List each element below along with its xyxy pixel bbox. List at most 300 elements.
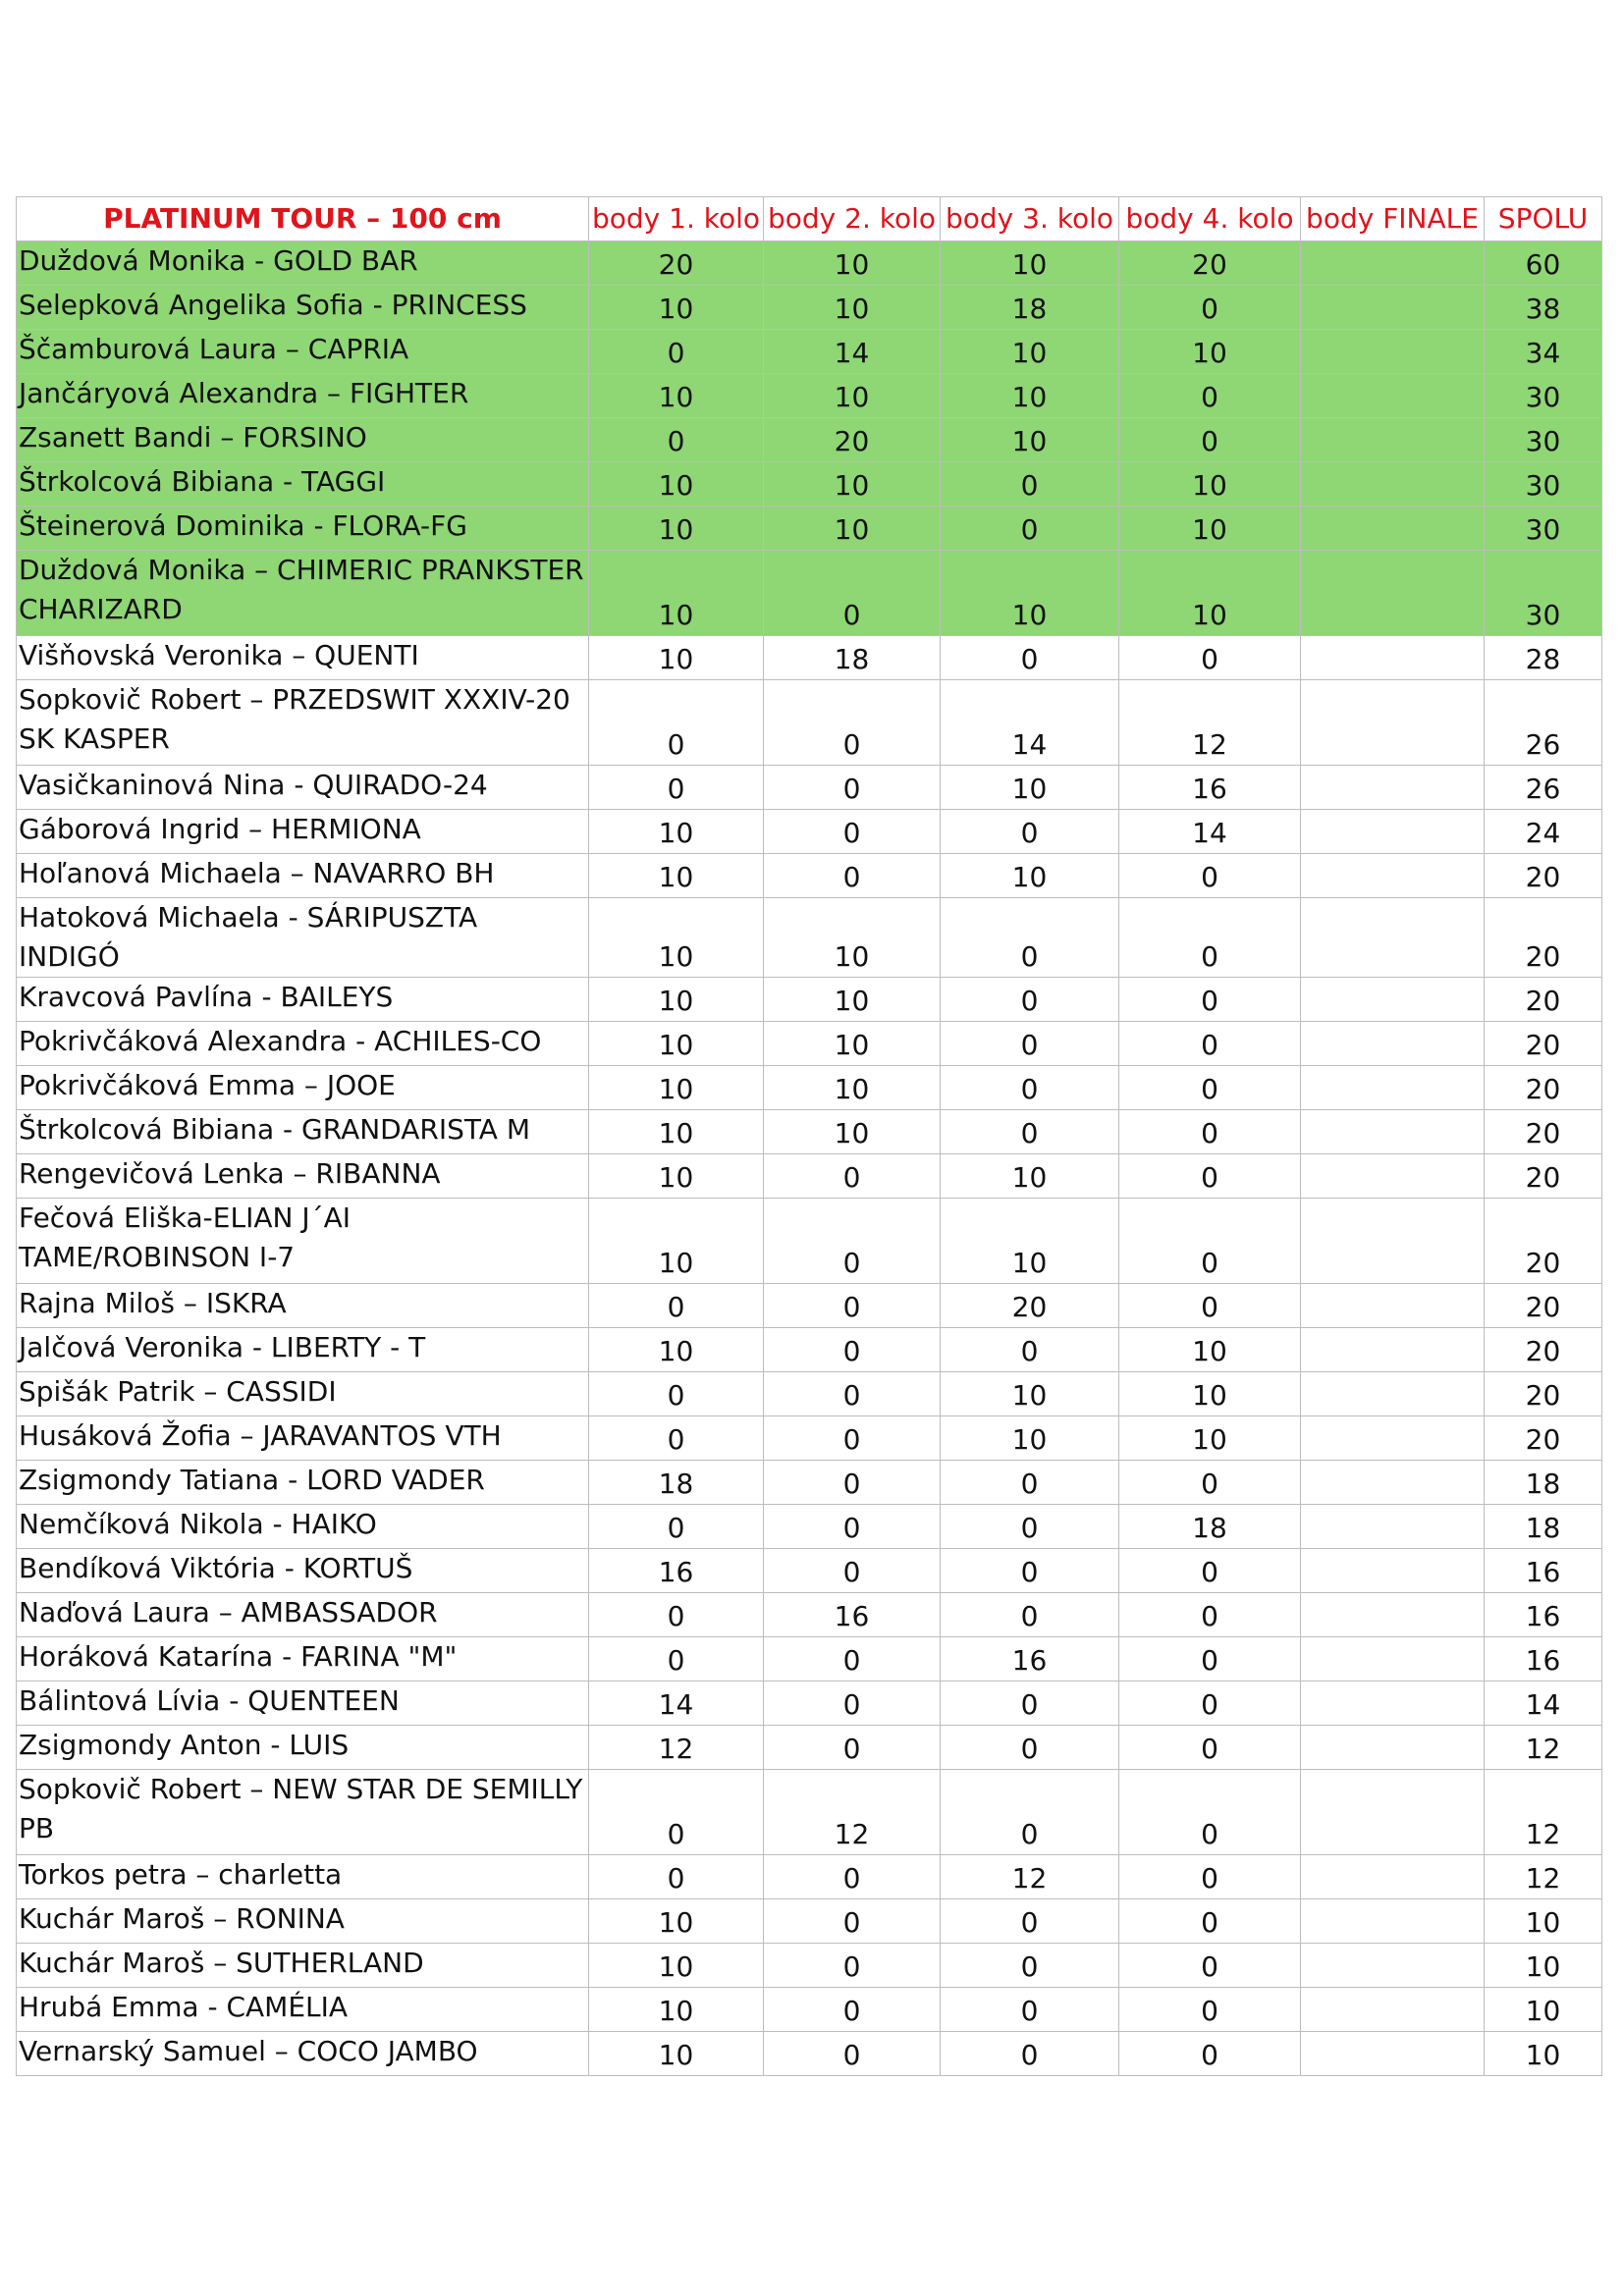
points-round-2: 10 — [764, 1066, 941, 1110]
table-row — [17, 1899, 1602, 1944]
table-row — [17, 286, 1602, 330]
points-round-3: 10 — [941, 418, 1119, 462]
points-total: 34 — [1485, 330, 1602, 374]
table-row — [17, 1372, 1602, 1416]
points-finale — [1301, 374, 1485, 418]
table-row — [17, 898, 1602, 978]
rider-horse-name: Spišák Patrik – CASSIDI — [17, 1372, 589, 1416]
rider-horse-name: Štrkolcová Bibiana - GRANDARISTA M — [17, 1110, 589, 1154]
points-round-2: 0 — [764, 810, 941, 854]
points-round-3: 0 — [941, 1770, 1119, 1855]
points-total: 10 — [1485, 1944, 1602, 1988]
points-total: 16 — [1485, 1549, 1602, 1593]
points-round-3: 18 — [941, 286, 1119, 330]
points-finale — [1301, 1593, 1485, 1637]
column-header-finale: body FINALE — [1301, 197, 1485, 241]
points-total: 20 — [1485, 1416, 1602, 1461]
points-finale — [1301, 1284, 1485, 1328]
points-round-1: 18 — [589, 1461, 764, 1505]
points-round-2: 0 — [764, 1284, 941, 1328]
rider-horse-name: Jančáryová Alexandra – FIGHTER — [17, 374, 589, 418]
points-round-2: 0 — [764, 1328, 941, 1372]
points-round-1: 10 — [589, 1944, 764, 1988]
points-round-3: 0 — [941, 2032, 1119, 2076]
points-total: 60 — [1485, 241, 1602, 286]
points-finale — [1301, 2032, 1485, 2076]
points-round-1: 20 — [589, 241, 764, 286]
points-round-3: 0 — [941, 1899, 1119, 1944]
points-finale — [1301, 1549, 1485, 1593]
points-round-1: 10 — [589, 1328, 764, 1372]
rider-horse-name: Pokrivčáková Emma – JOOE — [17, 1066, 589, 1110]
table-row — [17, 1593, 1602, 1637]
rider-horse-name: Gáborová Ingrid – HERMIONA — [17, 810, 589, 854]
points-total: 30 — [1485, 551, 1602, 636]
points-round-3: 0 — [941, 1944, 1119, 1988]
rider-horse-name: Rengevičová Lenka – RIBANNA — [17, 1154, 589, 1199]
points-round-3: 0 — [941, 1110, 1119, 1154]
points-round-2: 20 — [764, 418, 941, 462]
points-finale — [1301, 1066, 1485, 1110]
points-round-2: 0 — [764, 2032, 941, 2076]
points-round-2: 14 — [764, 330, 941, 374]
points-round-2: 0 — [764, 680, 941, 766]
points-round-2: 10 — [764, 507, 941, 551]
table-row — [17, 1726, 1602, 1770]
points-round-1: 10 — [589, 2032, 764, 2076]
points-round-3: 0 — [941, 978, 1119, 1022]
points-round-1: 10 — [589, 462, 764, 507]
points-finale — [1301, 286, 1485, 330]
rider-horse-name: Višňovská Veronika – QUENTI — [17, 636, 589, 680]
rider-horse-name: Hrubá Emma - CAMÉLIA — [17, 1988, 589, 2032]
points-finale — [1301, 680, 1485, 766]
points-total: 20 — [1485, 1154, 1602, 1199]
points-round-1: 0 — [589, 1505, 764, 1549]
points-round-1: 14 — [589, 1682, 764, 1726]
rider-horse-name: Fečová Eliška-ELIAN J´AI TAME/ROBINSON I-7 — [17, 1199, 589, 1284]
points-finale — [1301, 1110, 1485, 1154]
points-round-4: 0 — [1119, 374, 1301, 418]
table-row — [17, 1066, 1602, 1110]
points-round-4: 0 — [1119, 1199, 1301, 1284]
table-title: PLATINUM TOUR – 100 cm — [17, 197, 589, 241]
points-total: 20 — [1485, 854, 1602, 898]
points-round-2: 0 — [764, 1416, 941, 1461]
points-round-3: 16 — [941, 1637, 1119, 1682]
points-round-2: 0 — [764, 1505, 941, 1549]
table-row — [17, 1110, 1602, 1154]
points-round-4: 10 — [1119, 1372, 1301, 1416]
points-round-2: 0 — [764, 766, 941, 810]
rider-horse-name: Šteinerová Dominika - FLORA-FG — [17, 507, 589, 551]
points-round-4: 10 — [1119, 507, 1301, 551]
points-round-4: 0 — [1119, 1066, 1301, 1110]
points-finale — [1301, 1199, 1485, 1284]
table-row — [17, 1328, 1602, 1372]
points-round-2: 10 — [764, 1110, 941, 1154]
points-round-1: 0 — [589, 1855, 764, 1899]
points-round-2: 10 — [764, 1022, 941, 1066]
points-round-4: 0 — [1119, 2032, 1301, 2076]
points-round-4: 0 — [1119, 418, 1301, 462]
points-total: 20 — [1485, 898, 1602, 978]
points-finale — [1301, 1855, 1485, 1899]
points-round-4: 0 — [1119, 1899, 1301, 1944]
header-row — [17, 197, 1602, 241]
rider-horse-name: Naďová Laura – AMBASSADOR — [17, 1593, 589, 1637]
table-row — [17, 462, 1602, 507]
points-round-4: 0 — [1119, 636, 1301, 680]
rider-horse-name: Kuchár Maroš – RONINA — [17, 1899, 589, 1944]
points-round-4: 20 — [1119, 241, 1301, 286]
points-round-3: 10 — [941, 241, 1119, 286]
points-round-4: 0 — [1119, 898, 1301, 978]
points-round-1: 0 — [589, 1284, 764, 1328]
rider-horse-name: Horáková Katarína - FARINA "M" — [17, 1637, 589, 1682]
column-header-round-1: body 1. kolo — [589, 197, 764, 241]
points-round-2: 0 — [764, 1461, 941, 1505]
points-round-2: 0 — [764, 854, 941, 898]
table-row — [17, 810, 1602, 854]
rider-horse-name: Selepková Angelika Sofia - PRINCESS — [17, 286, 589, 330]
points-finale — [1301, 898, 1485, 978]
points-round-4: 10 — [1119, 330, 1301, 374]
points-round-2: 0 — [764, 1944, 941, 1988]
points-round-4: 0 — [1119, 854, 1301, 898]
points-round-3: 10 — [941, 330, 1119, 374]
rider-horse-name: Pokrivčáková Alexandra - ACHILES-CO — [17, 1022, 589, 1066]
rider-horse-name: Vernarský Samuel – COCO JAMBO — [17, 2032, 589, 2076]
points-round-4: 0 — [1119, 1154, 1301, 1199]
table-row — [17, 854, 1602, 898]
column-header-total: SPOLU — [1485, 197, 1602, 241]
points-total: 12 — [1485, 1855, 1602, 1899]
points-round-1: 10 — [589, 1988, 764, 2032]
points-round-1: 12 — [589, 1726, 764, 1770]
points-round-4: 0 — [1119, 1988, 1301, 2032]
points-total: 10 — [1485, 2032, 1602, 2076]
points-round-1: 10 — [589, 374, 764, 418]
points-round-1: 0 — [589, 418, 764, 462]
points-round-1: 0 — [589, 1593, 764, 1637]
points-round-3: 10 — [941, 854, 1119, 898]
table-row — [17, 1461, 1602, 1505]
points-round-3: 0 — [941, 1022, 1119, 1066]
table-row — [17, 636, 1602, 680]
points-round-4: 12 — [1119, 680, 1301, 766]
points-round-1: 0 — [589, 1416, 764, 1461]
points-round-1: 10 — [589, 1022, 764, 1066]
points-finale — [1301, 1988, 1485, 2032]
points-round-3: 0 — [941, 1726, 1119, 1770]
points-round-2: 0 — [764, 1154, 941, 1199]
points-round-2: 12 — [764, 1770, 941, 1855]
rider-horse-name: Husáková Žofia – JARAVANTOS VTH — [17, 1416, 589, 1461]
points-round-3: 0 — [941, 1461, 1119, 1505]
points-round-3: 10 — [941, 551, 1119, 636]
points-round-2: 10 — [764, 898, 941, 978]
points-round-4: 0 — [1119, 1110, 1301, 1154]
table-row — [17, 1154, 1602, 1199]
points-round-1: 10 — [589, 1110, 764, 1154]
table-row — [17, 1637, 1602, 1682]
points-round-2: 0 — [764, 1726, 941, 1770]
points-round-2: 0 — [764, 1372, 941, 1416]
points-round-1: 10 — [589, 636, 764, 680]
points-round-1: 10 — [589, 854, 764, 898]
points-finale — [1301, 1637, 1485, 1682]
points-total: 10 — [1485, 1899, 1602, 1944]
points-total: 18 — [1485, 1461, 1602, 1505]
column-header-round-2: body 2. kolo — [764, 197, 941, 241]
points-round-4: 0 — [1119, 1022, 1301, 1066]
results-table — [16, 196, 1602, 2076]
points-total: 20 — [1485, 1110, 1602, 1154]
table-row — [17, 1770, 1602, 1855]
points-round-1: 10 — [589, 1066, 764, 1110]
points-round-2: 16 — [764, 1593, 941, 1637]
table-row — [17, 1416, 1602, 1461]
points-round-4: 0 — [1119, 1637, 1301, 1682]
points-round-1: 16 — [589, 1549, 764, 1593]
points-round-3: 0 — [941, 1505, 1119, 1549]
rider-horse-name: Duždová Monika - GOLD BAR — [17, 241, 589, 286]
points-round-1: 10 — [589, 810, 764, 854]
table-row — [17, 1022, 1602, 1066]
rider-horse-name: Torkos petra – charletta — [17, 1855, 589, 1899]
points-round-2: 10 — [764, 462, 941, 507]
points-round-2: 0 — [764, 1988, 941, 2032]
points-total: 16 — [1485, 1637, 1602, 1682]
points-round-3: 10 — [941, 1372, 1119, 1416]
points-round-1: 10 — [589, 551, 764, 636]
points-round-3: 14 — [941, 680, 1119, 766]
points-round-1: 10 — [589, 1154, 764, 1199]
rider-horse-name: Rajna Miloš – ISKRA — [17, 1284, 589, 1328]
points-finale — [1301, 551, 1485, 636]
points-total: 30 — [1485, 374, 1602, 418]
rider-horse-name: Sopkovič Robert – NEW STAR DE SEMILLY PB — [17, 1770, 589, 1855]
points-round-3: 0 — [941, 898, 1119, 978]
points-round-3: 10 — [941, 374, 1119, 418]
points-total: 38 — [1485, 286, 1602, 330]
table-row — [17, 330, 1602, 374]
points-total: 30 — [1485, 462, 1602, 507]
rider-horse-name: Kuchár Maroš – SUTHERLAND — [17, 1944, 589, 1988]
points-total: 20 — [1485, 1066, 1602, 1110]
points-round-4: 0 — [1119, 1682, 1301, 1726]
points-total: 10 — [1485, 1988, 1602, 2032]
rider-horse-name: Bálintová Lívia - QUENTEEN — [17, 1682, 589, 1726]
points-finale — [1301, 1372, 1485, 1416]
points-total: 18 — [1485, 1505, 1602, 1549]
points-finale — [1301, 418, 1485, 462]
rider-horse-name: Kravcová Pavlína - BAILEYS — [17, 978, 589, 1022]
table-row — [17, 418, 1602, 462]
points-round-1: 0 — [589, 1372, 764, 1416]
points-round-2: 0 — [764, 551, 941, 636]
points-round-2: 0 — [764, 1199, 941, 1284]
points-finale — [1301, 1770, 1485, 1855]
points-round-4: 0 — [1119, 978, 1301, 1022]
points-round-4: 10 — [1119, 551, 1301, 636]
points-finale — [1301, 636, 1485, 680]
points-round-2: 0 — [764, 1682, 941, 1726]
points-round-3: 0 — [941, 1593, 1119, 1637]
table-row — [17, 1682, 1602, 1726]
table-row — [17, 978, 1602, 1022]
points-round-2: 0 — [764, 1899, 941, 1944]
points-round-4: 0 — [1119, 1284, 1301, 1328]
points-finale — [1301, 978, 1485, 1022]
rider-horse-name: Ščamburová Laura – CAPRIA — [17, 330, 589, 374]
points-round-1: 0 — [589, 330, 764, 374]
points-finale — [1301, 1154, 1485, 1199]
rider-horse-name: Zsigmondy Tatiana - LORD VADER — [17, 1461, 589, 1505]
table-row — [17, 766, 1602, 810]
points-round-1: 10 — [589, 1899, 764, 1944]
points-finale — [1301, 507, 1485, 551]
rider-horse-name: Duždová Monika – CHIMERIC PRANKSTER CHARIZARD — [17, 551, 589, 636]
points-finale — [1301, 810, 1485, 854]
points-total: 20 — [1485, 1328, 1602, 1372]
table-row — [17, 1505, 1602, 1549]
rider-horse-name: Štrkolcová Bibiana - TAGGI — [17, 462, 589, 507]
points-round-3: 0 — [941, 507, 1119, 551]
points-round-2: 10 — [764, 374, 941, 418]
points-round-3: 0 — [941, 1988, 1119, 2032]
points-round-2: 10 — [764, 978, 941, 1022]
points-round-3: 12 — [941, 1855, 1119, 1899]
points-round-4: 0 — [1119, 1944, 1301, 1988]
points-round-4: 10 — [1119, 1416, 1301, 1461]
points-round-3: 0 — [941, 636, 1119, 680]
points-finale — [1301, 1944, 1485, 1988]
points-round-1: 10 — [589, 286, 764, 330]
points-round-3: 0 — [941, 1066, 1119, 1110]
points-total: 30 — [1485, 418, 1602, 462]
points-round-2: 0 — [764, 1549, 941, 1593]
points-round-1: 0 — [589, 680, 764, 766]
table-row — [17, 551, 1602, 636]
points-round-4: 0 — [1119, 1593, 1301, 1637]
points-round-3: 10 — [941, 1154, 1119, 1199]
points-round-3: 0 — [941, 810, 1119, 854]
points-round-3: 0 — [941, 1549, 1119, 1593]
points-round-4: 0 — [1119, 1549, 1301, 1593]
table-row — [17, 2032, 1602, 2076]
points-round-3: 10 — [941, 766, 1119, 810]
points-round-4: 18 — [1119, 1505, 1301, 1549]
points-finale — [1301, 1682, 1485, 1726]
points-round-3: 10 — [941, 1199, 1119, 1284]
points-round-2: 10 — [764, 241, 941, 286]
points-round-1: 10 — [589, 898, 764, 978]
points-total: 20 — [1485, 1284, 1602, 1328]
points-round-4: 0 — [1119, 286, 1301, 330]
points-finale — [1301, 330, 1485, 374]
table-row — [17, 1988, 1602, 2032]
points-total: 12 — [1485, 1726, 1602, 1770]
table-row — [17, 374, 1602, 418]
points-finale — [1301, 766, 1485, 810]
rider-horse-name: Sopkovič Robert – PRZEDSWIT XXXIV-20 SK KASPER — [17, 680, 589, 766]
table-row — [17, 1199, 1602, 1284]
points-round-3: 10 — [941, 1416, 1119, 1461]
points-round-4: 0 — [1119, 1726, 1301, 1770]
rider-horse-name: Jalčová Veronika - LIBERTY - T — [17, 1328, 589, 1372]
points-finale — [1301, 1899, 1485, 1944]
points-total: 20 — [1485, 1022, 1602, 1066]
points-total: 28 — [1485, 636, 1602, 680]
rider-horse-name: Bendíková Viktória - KORTUŠ — [17, 1549, 589, 1593]
table-row — [17, 1284, 1602, 1328]
points-round-3: 0 — [941, 1682, 1119, 1726]
table-row — [17, 241, 1602, 286]
points-finale — [1301, 241, 1485, 286]
points-round-2: 0 — [764, 1637, 941, 1682]
points-round-3: 20 — [941, 1284, 1119, 1328]
table-row — [17, 507, 1602, 551]
points-total: 16 — [1485, 1593, 1602, 1637]
points-round-1: 0 — [589, 766, 764, 810]
points-round-1: 10 — [589, 978, 764, 1022]
points-round-3: 0 — [941, 1328, 1119, 1372]
points-total: 26 — [1485, 680, 1602, 766]
points-finale — [1301, 1461, 1485, 1505]
rider-horse-name: Vasičkaninová Nina - QUIRADO-24 — [17, 766, 589, 810]
points-finale — [1301, 1505, 1485, 1549]
points-round-2: 10 — [764, 286, 941, 330]
points-round-4: 10 — [1119, 462, 1301, 507]
points-round-4: 0 — [1119, 1770, 1301, 1855]
column-header-round-4: body 4. kolo — [1119, 197, 1301, 241]
points-round-4: 0 — [1119, 1461, 1301, 1505]
table-row — [17, 1944, 1602, 1988]
points-finale — [1301, 1726, 1485, 1770]
table-row — [17, 1549, 1602, 1593]
points-total: 26 — [1485, 766, 1602, 810]
points-finale — [1301, 1022, 1485, 1066]
points-total: 14 — [1485, 1682, 1602, 1726]
points-total: 20 — [1485, 978, 1602, 1022]
rider-horse-name: Hoľanová Michaela – NAVARRO BH — [17, 854, 589, 898]
table-row — [17, 680, 1602, 766]
points-finale — [1301, 1328, 1485, 1372]
rider-horse-name: Nemčíková Nikola - HAIKO — [17, 1505, 589, 1549]
points-round-1: 10 — [589, 1199, 764, 1284]
points-round-3: 0 — [941, 462, 1119, 507]
points-round-1: 0 — [589, 1770, 764, 1855]
points-total: 20 — [1485, 1199, 1602, 1284]
points-total: 12 — [1485, 1770, 1602, 1855]
points-round-4: 10 — [1119, 1328, 1301, 1372]
points-finale — [1301, 462, 1485, 507]
points-round-1: 10 — [589, 507, 764, 551]
points-round-1: 0 — [589, 1637, 764, 1682]
points-round-2: 0 — [764, 1855, 941, 1899]
points-total: 24 — [1485, 810, 1602, 854]
points-round-4: 0 — [1119, 1855, 1301, 1899]
column-header-round-3: body 3. kolo — [941, 197, 1119, 241]
table-row — [17, 1855, 1602, 1899]
rider-horse-name: Hatoková Michaela - SÁRIPUSZTA INDIGÓ — [17, 898, 589, 978]
points-total: 30 — [1485, 507, 1602, 551]
points-finale — [1301, 1416, 1485, 1461]
rider-horse-name: Zsanett Bandi – FORSINO — [17, 418, 589, 462]
points-round-4: 14 — [1119, 810, 1301, 854]
